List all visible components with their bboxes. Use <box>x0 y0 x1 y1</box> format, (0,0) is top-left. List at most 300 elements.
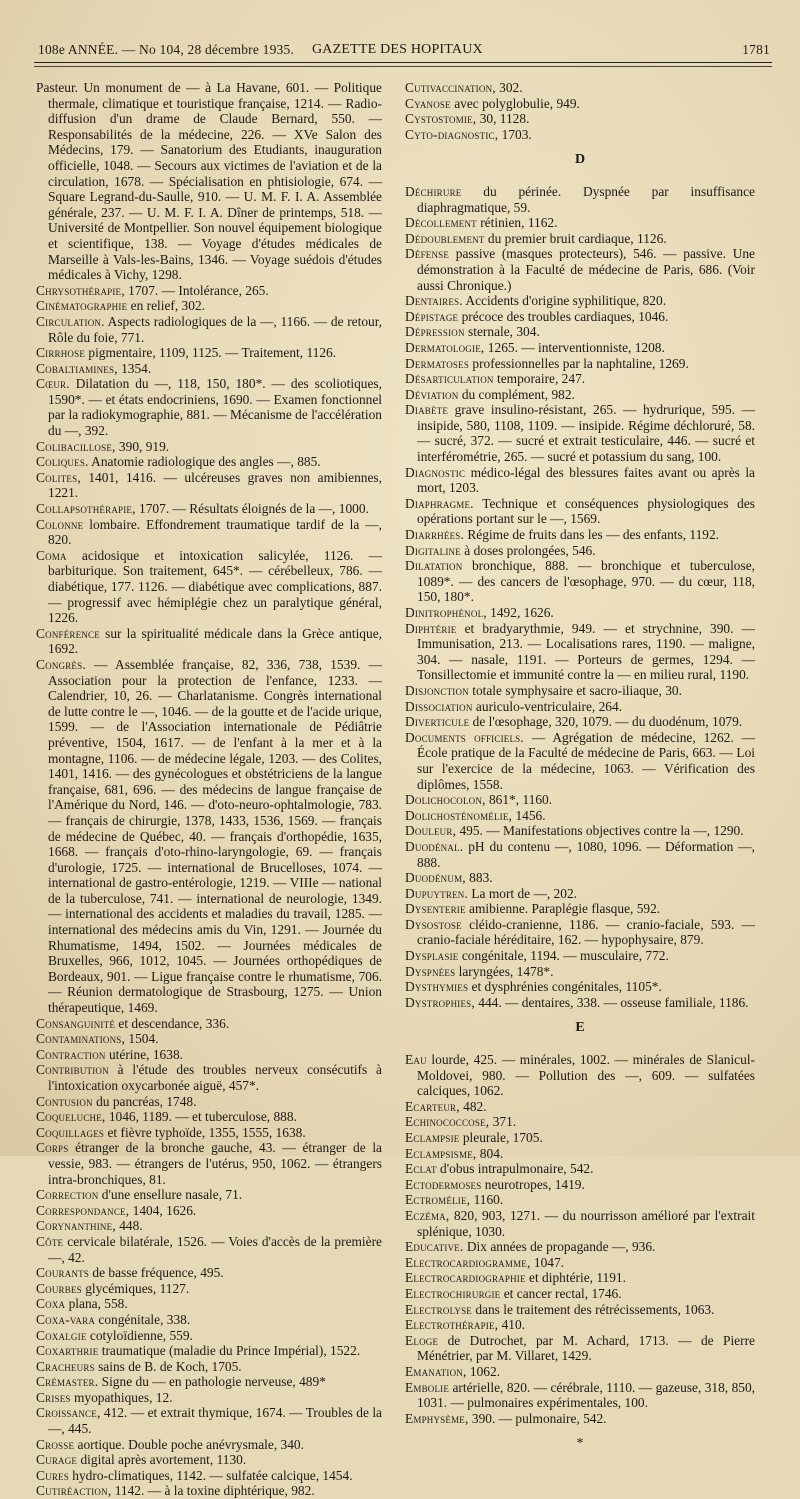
entry-text: professionnelles par la naphtaline, 1269. <box>469 355 689 371</box>
entry-text: du pancréas, 1748. <box>92 1093 197 1109</box>
entry-term: Correspondance, <box>36 1202 130 1218</box>
entry-term: Echinococcose, <box>405 1114 490 1130</box>
entry-text: plana, 558. <box>65 1296 128 1312</box>
entry-text: 1354. <box>117 360 152 376</box>
index-entry <box>405 95 755 112</box>
entry-term: Contribution <box>36 1062 109 1078</box>
entry-term: Consanguinité <box>36 1015 116 1031</box>
entry-term: Décollement <box>405 215 477 231</box>
entry-term: Coxa-vara <box>36 1311 96 1327</box>
entry-term: Dermatologie, <box>405 339 485 355</box>
entry-text: du premier bruit cardiaque, 1126. <box>484 230 667 246</box>
index-entry <box>405 495 755 527</box>
entry-term: Electrochirurgie <box>405 1285 501 1301</box>
entry-term: Cyto-diagnostic, <box>405 126 499 142</box>
section-letter-d: D <box>574 152 586 168</box>
entry-text: 804. <box>476 1145 504 1161</box>
entry-term: Dolichosténomélie, <box>405 807 513 823</box>
index-entry <box>405 1176 755 1193</box>
entry-text: dans le traitement des rétrécissements, 1063. <box>471 1301 715 1317</box>
index-entry <box>36 1124 382 1141</box>
index-entry <box>36 656 382 1016</box>
index-entry <box>405 1161 755 1177</box>
index-entry <box>36 1483 382 1499</box>
entry-text: 482. <box>459 1098 487 1114</box>
entry-term: Cutiréaction, <box>36 1483 112 1499</box>
entry-text: Dilatation du —, 118, 150, 180*. — des scoliotiques, 1590*. — et états endocriniens, 1690. — Examen fonctionnel par la radiokymographie, 881. — Mécanisme de l'accélération du —, 392. <box>48 376 382 439</box>
entry-text: cotyloïdienne, 559. <box>86 1327 193 1343</box>
entry-term: Cœur. <box>36 376 70 392</box>
entry-text: 820, 903, 1271. — du nourrisson amélioré par l'extrait splénique, 1030. <box>417 1207 755 1239</box>
entry-text: 410. <box>498 1317 526 1333</box>
section-letter-e: E <box>575 1020 585 1036</box>
entry-text: 30, 1128. <box>476 111 530 127</box>
entry-term: Côte <box>36 1233 64 1249</box>
header-rule <box>34 62 772 63</box>
entry-term: Ectodermoses <box>405 1176 482 1192</box>
entry-text: du complément, 982. <box>458 386 575 402</box>
index-entry <box>36 1358 382 1375</box>
entry-text: glycémiques, 1127. <box>81 1280 190 1296</box>
index-entry <box>405 1207 755 1239</box>
entry-term: Colonne <box>36 516 84 532</box>
entry-text: précoce des troubles cardiaques, 1046. <box>458 308 669 324</box>
entry-term: Courants <box>36 1265 90 1281</box>
entry-text: 861*, 1160. <box>485 792 553 808</box>
entry-term: Coxalgie <box>36 1327 87 1343</box>
index-d <box>405 184 755 1010</box>
index-entry <box>36 298 382 314</box>
entry-term: Courbes <box>36 1280 82 1296</box>
entry-text: et descendance, 336. <box>115 1015 230 1031</box>
index-entry <box>405 620 755 683</box>
entry-term: Cirrhose <box>36 345 86 361</box>
index-entry <box>36 1202 382 1219</box>
index-entry <box>36 625 382 657</box>
entry-text: et dysphrénies congénitales, 1105*. <box>468 979 662 995</box>
index-entry <box>36 1218 382 1234</box>
entry-term: Eclampsisme, <box>405 1145 477 1161</box>
entry-term: Contraction <box>36 1046 106 1062</box>
entry-text: 1142. — à la toxine diphtérique, 982. <box>111 1483 315 1499</box>
entry-text: 495. — Manifestations objectives contre la —, 1290. <box>456 823 744 839</box>
entry-term: Dépistage <box>405 308 459 324</box>
index-entry <box>405 979 755 995</box>
entry-text: 1404, 1626. <box>129 1202 197 1218</box>
entry-text: 1492, 1626. <box>486 605 554 620</box>
entry-term: Conférence <box>36 625 100 641</box>
entry-term: Digitaline <box>405 542 461 558</box>
index-entry <box>405 1254 755 1271</box>
index-entry <box>36 1093 382 1110</box>
entry-text: congénitale, 1194. — musculaire, 772. <box>458 948 669 964</box>
entry-term: Diarrhées. <box>405 527 465 543</box>
entry-text: 1046, 1189. — et tuberculose, 888. <box>105 1109 297 1125</box>
entry-text: 1703. <box>498 126 532 142</box>
left-column <box>36 80 382 1499</box>
entry-term: Coliques. <box>36 454 89 470</box>
index-entry <box>405 870 755 886</box>
index-entry <box>36 1405 382 1437</box>
entry-text: — Assemblée française, 82, 336, 738, 1539. — Association pour la protection de l'enfance, 1233. — Calendrier, 10, 26. — Charlatanisme. Congrès international de lutte contre le —, 1046. — de la goutte et de l'acide urique, 1599. — de l'Association internationale de Pédiâtrie préventive, 1504, 1617. — de l'enfant à la mer et à la montagne, 1106. — de médecine légale, 1203. — des Colites, 1401, 1416. — des gynécologues et obstétriciens de la langue française, 681, 696. — des médecins de langue française de l'Amérique du Nord, 146. — d'oto-neuro-ophtalmologie, 783. — français de chirurgie, 1378, 1433, 1536, 1569. — français de médecine de Québec, 40. — français d'orthopédie, 1635, 1668. — français d'oto-rhino-laryngologie, 69. — français d'urologie, 1725. — international de Brucelloses, 1074. — international de gastro-entérologie, 1219. — VIIIe — national de la tuberculose, 741. — international de neurologie, 1349. — international des accidents et maladies du travail, 1285. — international des médecins amis du Vin, 1291. — Journée du Rhumatisme, 1494, 1502. — Journées médicales de Bruxelles, 966, 1012, 1045. — Journées orthopédiques de Bordeaux, 901. — Ligue française contre le rhumatisme, 706. — Réunion dermatologique de Strasbourg, 1275. — Union thérapeutique, 1469. <box>48 656 382 1016</box>
index-entry <box>36 1140 382 1187</box>
entry-term: Eau <box>405 1052 427 1068</box>
entry-text: Régime de fruits dans les — des enfants, 1192. <box>464 527 720 543</box>
index-entry <box>36 1233 382 1265</box>
entry-term: Educative. <box>405 1239 464 1255</box>
index-entry <box>36 1374 382 1390</box>
entry-text: hydro-climatiques, 1142. — sulfatée calcique, 1454. <box>68 1467 353 1483</box>
index-entry <box>36 1046 382 1063</box>
entry-term: Coxa <box>36 1296 66 1312</box>
entry-text: 883. <box>465 870 493 886</box>
entry-term: Electrothérapie, <box>405 1317 499 1333</box>
entry-text: aortique. Double poche anévrysmale, 340. <box>74 1436 304 1452</box>
entry-term: Electrocardiogramme, <box>405 1254 531 1270</box>
index-entry <box>36 1031 382 1047</box>
index-entry <box>405 464 755 496</box>
entry-text: 1047. <box>530 1254 565 1270</box>
entry-term: Coxarthrie <box>36 1343 99 1359</box>
entry-text: et diphtérie, 1191. <box>525 1270 626 1286</box>
entry-term: Documents officiels. <box>405 729 524 745</box>
index-entry <box>405 1192 755 1208</box>
index-entry <box>405 293 755 309</box>
index-entry <box>405 963 755 980</box>
entry-text: lombaire. Effondrement traumatique tardif de la —, 820. <box>48 516 382 548</box>
entry-text: passive (masques protecteurs), 546. — passive. Une démonstration à la Faculté de médecine de Paris, 686. (Voir aussi Chronique.) <box>417 246 755 293</box>
index-entry <box>36 345 382 361</box>
entry-text: 1707. — Intolérance, 265. <box>124 282 269 298</box>
entry-text: Anatomie radiologique des angles —, 885. <box>88 454 321 470</box>
entry-term: Dysenterie <box>405 901 466 917</box>
entry-term: Défense <box>405 246 450 262</box>
entry-text: 412. — et extrait thymique, 1674. — Troubles de la —, 445. <box>48 1405 382 1437</box>
entry-text: myopathiques, 12. <box>70 1389 173 1405</box>
entry-term: Cinématographie <box>36 298 128 314</box>
index-e <box>405 1052 755 1426</box>
entry-term: Dysthymies <box>405 979 469 995</box>
entry-term: Colites, <box>36 469 81 485</box>
entry-term: Cracheurs <box>36 1358 95 1374</box>
entry-text: 444. — dentaires, 338. — osseuse familiale, 1186. <box>474 994 749 1010</box>
entry-text: de Dutrochet, par M. Achard, 1713. — de Pierre Ménétrier, par M. Villaret, 1429. <box>417 1332 755 1364</box>
entry-text: de l'œsophage, 320, 1079. — du duodénum, 1079. <box>469 714 743 730</box>
entry-term: Duodénal. <box>405 838 464 854</box>
index-entry <box>405 1098 755 1115</box>
index-entry <box>36 1109 382 1125</box>
index-entry <box>405 1239 755 1255</box>
entry-text: artérielle, 820. — cérébrale, 1110. — gazeuse, 318, 850, 1031. — pulmonaires expérimentales, 100. <box>417 1379 755 1411</box>
index-entry <box>405 1379 755 1411</box>
index-entry <box>36 1452 382 1468</box>
index-entry <box>405 1363 755 1380</box>
entry-text: étranger de la bronche gauche, 43. — étranger de la vessie, 983. — étrangers de l'utérus, 950, 1062. — étrangers intra-bronchiques, 81. <box>48 1140 382 1187</box>
index-entry <box>36 1187 382 1203</box>
index-entry <box>405 994 755 1011</box>
index-entry <box>405 885 755 902</box>
index-entry <box>405 729 755 792</box>
entry-term: Duodénum, <box>405 870 466 886</box>
entry-text: pigmentaire, 1109, 1125. — Traitement, 1126. <box>85 345 337 361</box>
index-entry <box>405 1145 755 1162</box>
header-rule-thin <box>34 66 772 67</box>
page-header <box>0 38 800 62</box>
entry-term: Crises <box>36 1389 71 1405</box>
entry-term: Douleur, <box>405 823 457 839</box>
entry-term: Embolie <box>405 1379 450 1395</box>
entry-text: traumatique (maladie du Prince Impérial), 1522. <box>98 1343 361 1359</box>
entry-term: Cobaltiamines, <box>36 360 118 376</box>
index-entry <box>405 371 755 387</box>
entry-term: Diverticule <box>405 714 470 730</box>
entry-term: Dolichocolon, <box>405 792 486 808</box>
entry-term: Electrocardiographie <box>405 1270 526 1286</box>
entry-text: — Agrégation de médecine, 1262. — École pratique de la Faculté de médecine de Paris, 663. — Loi sur l'exercice de la médecine, 1063. — Vérification des diplômes, 1558. <box>417 729 755 792</box>
index-entry <box>36 376 382 439</box>
entry-term: Circulation. <box>36 313 105 329</box>
entry-text: pleurale, 1705. <box>459 1130 543 1145</box>
index-entry <box>36 360 382 377</box>
entry-term: Cutivaccination, <box>405 80 496 95</box>
entry-text: sains de B. de Koch, 1705. <box>94 1358 242 1374</box>
index-entry <box>405 916 755 948</box>
index-entry <box>405 126 755 143</box>
entry-text: sternale, 304. <box>464 324 540 340</box>
index-entry <box>405 1270 755 1286</box>
entry-text: en relief, 302. <box>127 298 205 314</box>
index-entry <box>405 1114 755 1130</box>
entry-text: à l'étude des troubles nerveux consécutifs à l'intoxication oxycarbonée aiguë, 457*. <box>48 1062 382 1093</box>
entry-text: Pasteur. Un monument de — à La Havane, 601. — Politique thermale, climatique et touristique française, 1214. — Radio-diffusion d'un drame de Claude Bernard, 550. — Responsabilités de la médecine, 226. — XVe Salon des Médecins, 179. — Sanatorium des Etudiants, inauguration officielle, 1048. — Secours aux victimes de l'aviation et de la circulation, 1678. — Spécialisation en phtisiologie, 674. — Square Legrand-du-Saulle, 910. — U. M. F. I. A. Assemblée générale, 237. — U. M. F. I. A. Dîner de printemps, 518. — Université de Montpellier. Son nouvel équipement biologique et scientifique, 138. — Voyage d'études médicales de Marseille à Vals-les-Bains, 1346. — Voyage suédois d'études médicales à Vichy, 1298. <box>36 80 382 283</box>
index-entry <box>36 282 382 299</box>
entry-term: Coqueluche, <box>36 1109 106 1125</box>
entry-term: Contaminations, <box>36 1031 126 1047</box>
entry-term: Crémaster. <box>36 1374 99 1390</box>
index-entry <box>405 605 755 621</box>
index-entry <box>36 1343 382 1359</box>
right-column <box>405 80 755 1452</box>
index-entry <box>36 1436 382 1453</box>
entry-term: Crosse <box>36 1436 75 1452</box>
entry-term: Colibacillose, <box>36 438 116 454</box>
entry-text: Signe du — en pathologie nerveuse, 489* <box>98 1374 326 1390</box>
index-entry <box>36 501 382 517</box>
entry-term: Dépression <box>405 324 465 340</box>
journal-title: GAZETTE DES HOPITAUX <box>312 42 483 57</box>
index-entry <box>405 386 755 403</box>
entry-term: Ectromélie, <box>405 1192 471 1208</box>
index-entry <box>36 1327 382 1344</box>
entry-text: totale symphysaire et sacro-iliaque, 30. <box>468 682 682 698</box>
entry-text: grave insulino-résistant, 265. — hydrurique, 595. — insipide, 580, 1108, 1109. — insipide. Régime déchloruré, 58. — sucré, 372. — sucré et extrait testiculaire, 446. — sucré et interférométrie, 265. — sucré et potassium du sang, 100. <box>417 402 755 465</box>
entry-text: 1265. — interventionniste, 1208. <box>484 339 665 355</box>
index-entry <box>36 80 382 283</box>
entry-text: 302. <box>495 80 523 95</box>
entry-term: Contusion <box>36 1093 93 1109</box>
index-entry <box>405 1410 755 1427</box>
entry-term: Dilatation <box>405 558 463 574</box>
entry-text: 1707. — Résultats éloignés de la —, 1000. <box>135 501 369 517</box>
index-c-continued <box>405 80 755 142</box>
index-entry <box>405 111 755 127</box>
index-entry <box>405 1052 755 1099</box>
entry-term: Emanation, <box>405 1363 467 1379</box>
index-entry <box>405 324 755 340</box>
entry-term: Diaphragme. <box>405 495 474 511</box>
entry-term: Dupuytren. <box>405 885 469 901</box>
index-entry <box>405 339 755 356</box>
entry-text: Dix années de propagande —, 936. <box>463 1239 656 1255</box>
entry-term: Corynanthine, <box>36 1218 116 1234</box>
entry-term: Correction <box>36 1187 99 1203</box>
entry-text: laryngées, 1478*. <box>455 963 554 979</box>
entry-term: Déchirure <box>405 183 462 199</box>
entry-text: amibienne. Paraplégie flasque, 592. <box>465 901 661 917</box>
entry-term: Collapsothérapie, <box>36 501 136 517</box>
index-entry <box>405 215 755 231</box>
index-entry <box>405 308 755 325</box>
end-mark: * <box>576 1436 584 1452</box>
entry-term: Chrysothérapie, <box>36 282 125 298</box>
entry-text: cléido-cranienne, 1186. — cranio-faciale, 593. — cranio-faciale héréditaire, 162. — hypophysaire, 879. <box>417 916 755 948</box>
entry-text: 1504. <box>125 1031 159 1047</box>
entry-text: acidosique et intoxication salicylée, 1126. — barbiturique. Son traitement, 645*. — cérébelleux, 786. — diabétique, 177. 1126. — diabétique avec complications, 887. — progressif avec hémiplégie chez un paralytique général, 1226. <box>48 547 382 626</box>
page-number: 1781 <box>742 42 770 57</box>
entry-text: Technique et conséquences physiologiques des opérations portant sur le —, 1569. <box>417 495 755 527</box>
index-entry <box>405 1130 755 1146</box>
index-entry <box>405 948 755 964</box>
entry-term: Eczéma, <box>405 1207 450 1223</box>
index-entry <box>36 547 382 626</box>
entry-text: neurotropes, 1419. <box>481 1176 585 1192</box>
entry-term: Eloge <box>405 1332 439 1348</box>
entry-text: congénitale, 338. <box>95 1311 191 1327</box>
entry-term: Ecarteur, <box>405 1098 460 1114</box>
entry-term: Coquillages <box>36 1124 105 1140</box>
entry-text: Aspects radiologiques de la —, 1166. — de retour, Rôle du foie, 771. <box>48 313 382 345</box>
entry-text: pH du contenu —, 1080, 1096. — Déformation —, 888. <box>417 838 755 870</box>
entry-term: Dystrophies, <box>405 994 475 1010</box>
entry-term: Dyspnées <box>405 963 456 979</box>
index-entry <box>405 355 755 372</box>
entry-term: Eclat <box>405 1161 437 1177</box>
entry-term: Electrolyse <box>405 1301 472 1317</box>
entry-text: de basse fréquence, 495. <box>89 1265 224 1281</box>
entry-term: Désarticulation <box>405 371 494 387</box>
entry-text: Accidents d'origine syphilitique, 820. <box>462 293 667 309</box>
index-entry <box>405 807 755 824</box>
entry-term: Cyanose <box>405 95 451 111</box>
entry-text: utérine, 1638. <box>105 1046 183 1062</box>
entry-text: avec polyglobulie, 949. <box>450 95 580 111</box>
entry-text: 390, 919. <box>115 438 170 454</box>
entry-term: Dysplasie <box>405 948 459 964</box>
entry-text: La mort de —, 202. <box>468 885 577 901</box>
index-entry <box>36 469 382 501</box>
entry-term: Dermatoses <box>405 355 470 371</box>
index-entry <box>36 1280 382 1297</box>
entry-term: Emphysème, <box>405 1410 469 1426</box>
entry-term: Cystostomie, <box>405 111 477 127</box>
entry-term: Dédoublement <box>405 230 485 246</box>
index-entry <box>405 792 755 808</box>
index-entry <box>36 516 382 548</box>
entry-term: Coma <box>36 547 67 563</box>
index-entry <box>405 1285 755 1302</box>
index-entry <box>36 1389 382 1406</box>
entry-text: à doses prolongées, 546. <box>460 542 596 558</box>
index-entry <box>405 714 755 730</box>
issue-info: 108e ANNÉE. — No 104, 28 décembre 1935. <box>38 42 295 57</box>
entry-text: digital après avortement, 1130. <box>77 1452 247 1468</box>
entry-text: du périnée. Dyspnée par insuffisance diaphragmatique, 59. <box>417 183 755 215</box>
entry-term: Curage <box>36 1452 78 1468</box>
index-entry <box>36 454 382 470</box>
entry-text: rétinien, 1162. <box>476 215 558 231</box>
index-entry <box>36 1265 382 1281</box>
entry-text: auriculo-ventriculaire, 264. <box>472 698 623 714</box>
entry-text: cervicale bilatérale, 1526. — Voies d'accès de la première —, 42. <box>48 1233 382 1265</box>
entry-text: 371. <box>489 1114 517 1130</box>
entry-term: Corps <box>36 1140 69 1156</box>
entry-term: Disjonction <box>405 682 469 698</box>
entry-text: et bradyarythmie, 949. — et strychnine, 390. — Immunisation, 213. — Localisations rares, 1190. — maligne, 304. — nasale, 1191. — Porteurs de germes, 1294. — Tonsillectomie et immunité contre la — en milieu rural, 1190. <box>417 620 755 683</box>
index-entry <box>405 80 755 96</box>
entry-term: Diagnostic <box>405 464 466 480</box>
index-entry <box>405 1317 755 1333</box>
index-entry <box>405 823 755 839</box>
index-entry <box>36 1467 382 1484</box>
entry-text: sur la spiritualité médicale dans la Grèce antique, 1692. <box>48 625 382 657</box>
entry-term: Diphtérie <box>405 620 457 636</box>
entry-text: 1062. <box>466 1363 501 1379</box>
entry-text: 390. — pulmonaire, 542. <box>468 1410 607 1426</box>
entry-text: d'une ensellure nasale, 71. <box>98 1187 243 1203</box>
entry-text: lourde, 425. — minérales, 1002. — minérales de Slanicul-Moldovei, 980. — Pollution des —, 609. — sulfatées calciques, 1062. <box>417 1052 755 1099</box>
entry-text: 1401, 1416. — ulcéreuses graves non amibiennes, 1221. <box>48 469 382 501</box>
index-entry <box>405 558 755 605</box>
entry-term: Déviation <box>405 386 459 402</box>
entry-text: médico-légal des blessures faites avant ou après la mort, 1203. <box>417 464 755 496</box>
entry-text: 448. <box>115 1218 143 1234</box>
index-entry <box>36 1311 382 1328</box>
entry-text: temporaire, 247. <box>493 371 586 387</box>
index-entry <box>405 838 755 870</box>
entry-text: 1456. <box>512 807 546 823</box>
index-entry <box>36 1062 382 1093</box>
entry-term: Diabète <box>405 402 449 418</box>
entry-term: Eclampsie <box>405 1130 460 1145</box>
index-entry <box>36 438 382 455</box>
index-entry <box>405 1301 755 1318</box>
index-entry <box>405 542 755 559</box>
index-entry <box>405 246 755 293</box>
index-entry <box>405 901 755 917</box>
entry-text: 1160. <box>470 1192 504 1208</box>
index-entry <box>36 1296 382 1312</box>
entry-text: d'obus intrapulmonaire, 542. <box>436 1161 594 1177</box>
index-entry <box>405 698 755 715</box>
index-entry <box>405 230 755 247</box>
index-entry <box>36 313 382 345</box>
index-entry <box>405 527 755 543</box>
index-entry <box>405 402 755 465</box>
entry-text: et fièvre typhoïde, 1355, 1555, 1638. <box>104 1124 306 1140</box>
entry-term: Dissociation <box>405 698 473 714</box>
index-entry <box>405 183 755 215</box>
entry-text: bronchique, 888. — bronchique et tuberculose, 1089*. — des cancers de l'œsophage, 970. — du cœur, 118, 150, 180*. <box>417 558 755 605</box>
